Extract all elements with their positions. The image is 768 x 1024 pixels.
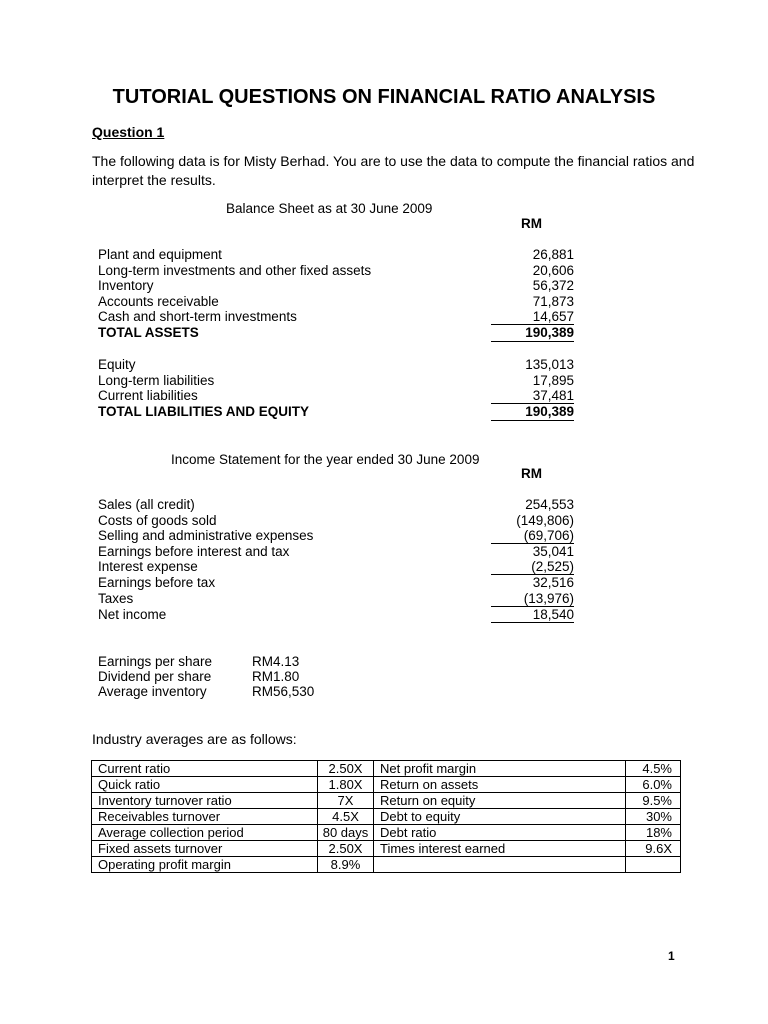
total-rule	[491, 420, 574, 421]
is-row-label: Taxes	[98, 591, 134, 606]
total-rule	[491, 622, 574, 623]
is-row-value: (2,525)	[531, 559, 574, 574]
is-row-label: Interest expense	[98, 559, 198, 574]
per-share-label: Dividend per share	[98, 669, 212, 684]
industry-averages-table	[91, 760, 681, 873]
ratio-value: 9.5%	[626, 793, 681, 809]
is-row	[98, 497, 574, 513]
ratio-value: 2.50X	[318, 841, 374, 857]
total-liabilities-label: TOTAL LIABILITIES AND EQUITY	[98, 404, 310, 419]
is-row-value: 32,516	[532, 575, 574, 590]
ratio-name: Receivables turnover	[92, 809, 318, 825]
is-row-value: 35,041	[532, 544, 574, 559]
per-share-value: RM56,530	[252, 684, 315, 699]
per-share-value: RM4.13	[252, 654, 300, 669]
per-share-row	[98, 669, 358, 685]
bs-row-value: 135,013	[525, 357, 574, 372]
table-row	[92, 761, 681, 777]
total-assets-label: TOTAL ASSETS	[98, 325, 199, 340]
income-statement-caption: Income Statement for the year ended 30 June 2009	[171, 452, 480, 467]
bs-row-label: Accounts receivable	[98, 293, 219, 309]
is-row-value: (149,806)	[516, 513, 574, 528]
ratio-value: 1.80X	[318, 777, 374, 793]
is-row	[98, 575, 574, 591]
ratio-value: 7X	[318, 793, 374, 809]
ratio-name: Operating profit margin	[92, 857, 318, 873]
table-row	[92, 777, 681, 793]
bs-row-value: 17,895	[532, 373, 574, 388]
table-row	[92, 825, 681, 841]
ratio-value: 6.0%	[626, 777, 681, 793]
bs-row-value: 14,657	[532, 309, 574, 324]
is-row-label: Earnings before tax	[98, 575, 216, 590]
income-statement-currency: RM	[521, 466, 542, 481]
page-title: TUTORIAL QUESTIONS ON FINANCIAL RATIO ANALYSIS	[112, 86, 656, 108]
per-share-row	[98, 684, 358, 700]
is-row	[98, 544, 574, 560]
ratio-name: Return on assets	[374, 777, 626, 793]
balance-sheet-caption: Balance Sheet as at 30 June 2009	[226, 201, 433, 216]
table-row	[92, 793, 681, 809]
bs-row-label: Long-term liabilities	[98, 373, 215, 388]
bs-row	[98, 373, 574, 389]
ratio-name: Debt to equity	[374, 809, 626, 825]
ratio-value: 8.9%	[318, 857, 374, 873]
is-row	[98, 528, 574, 544]
ratio-value: 4.5X	[318, 809, 374, 825]
ratio-value: 30%	[626, 809, 681, 825]
ratio-name: Debt ratio	[374, 825, 626, 841]
bs-row	[98, 278, 574, 294]
bs-row-label: Equity	[98, 357, 136, 372]
is-row-value: (13,976)	[523, 591, 574, 606]
bs-row-value: 20,606	[532, 262, 574, 278]
is-row-label: Earnings before interest and tax	[98, 544, 290, 559]
ratio-name: Current ratio	[92, 761, 318, 777]
ratio-value	[626, 857, 681, 873]
table-row	[92, 809, 681, 825]
ratio-value: 18%	[626, 825, 681, 841]
ratio-value: 9.6X	[626, 841, 681, 857]
bs-row	[98, 294, 574, 310]
per-share-label: Earnings per share	[98, 654, 213, 669]
ratio-name: Quick ratio	[92, 777, 318, 793]
bs-row-label: Long-term investments and other fixed assets	[98, 262, 372, 278]
total-assets-value: 190,389	[525, 325, 574, 340]
ratio-value: 2.50X	[318, 761, 374, 777]
total-liabilities-row	[98, 404, 574, 420]
is-row-label: Net income	[98, 607, 167, 622]
bs-row	[98, 388, 574, 404]
ratio-name	[374, 857, 626, 873]
is-row-value: 254,553	[525, 497, 574, 512]
ratio-value: 80 days	[318, 825, 374, 841]
ratio-value: 4.5%	[626, 761, 681, 777]
bs-row	[98, 247, 574, 263]
per-share-row	[98, 654, 358, 670]
is-row-label: Costs of goods sold	[98, 513, 217, 528]
bs-row-label: Plant and equipment	[98, 247, 222, 262]
ratio-name: Return on equity	[374, 793, 626, 809]
bs-row-value: 37,481	[532, 388, 574, 403]
total-rule	[491, 341, 574, 342]
ratio-name: Fixed assets turnover	[92, 841, 318, 857]
bs-row-label: Current liabilities	[98, 388, 198, 403]
total-liabilities-value: 190,389	[525, 404, 574, 419]
is-row	[98, 513, 574, 529]
industry-intro: Industry averages are as follows:	[92, 731, 297, 747]
bs-row-value: 71,873	[532, 293, 574, 309]
bs-row-value: 26,881	[532, 247, 574, 262]
table-row	[92, 857, 681, 873]
table-row	[92, 841, 681, 857]
intro-paragraph: The following data is for Misty Berhad. You are to use the data to compute the financial ratios and interpret the results.	[92, 153, 695, 188]
question-label: Question 1	[92, 124, 165, 140]
bs-row	[98, 357, 574, 373]
is-row-label: Sales (all credit)	[98, 497, 195, 512]
bs-row-label: Cash and short-term investments	[98, 309, 297, 324]
ratio-name: Net profit margin	[374, 761, 626, 777]
per-share-value: RM1.80	[252, 669, 300, 684]
balance-sheet-currency: RM	[521, 216, 542, 231]
is-row-value: 18,540	[532, 607, 574, 622]
page-number: 1	[668, 949, 675, 963]
ratio-name: Average collection period	[92, 825, 318, 841]
is-row-label: Selling and administrative expenses	[98, 528, 314, 543]
total-assets-row	[98, 325, 574, 341]
is-row	[98, 607, 574, 623]
is-row-value: (69,706)	[523, 528, 574, 543]
bs-row-value: 56,372	[532, 278, 574, 293]
bs-row	[98, 263, 574, 279]
is-row	[98, 559, 574, 575]
per-share-label: Average inventory	[98, 684, 207, 699]
bs-row	[98, 309, 574, 325]
bs-row-label: Inventory	[98, 278, 154, 293]
ratio-name: Times interest earned	[374, 841, 626, 857]
is-row	[98, 591, 574, 607]
ratio-name: Inventory turnover ratio	[92, 793, 318, 809]
